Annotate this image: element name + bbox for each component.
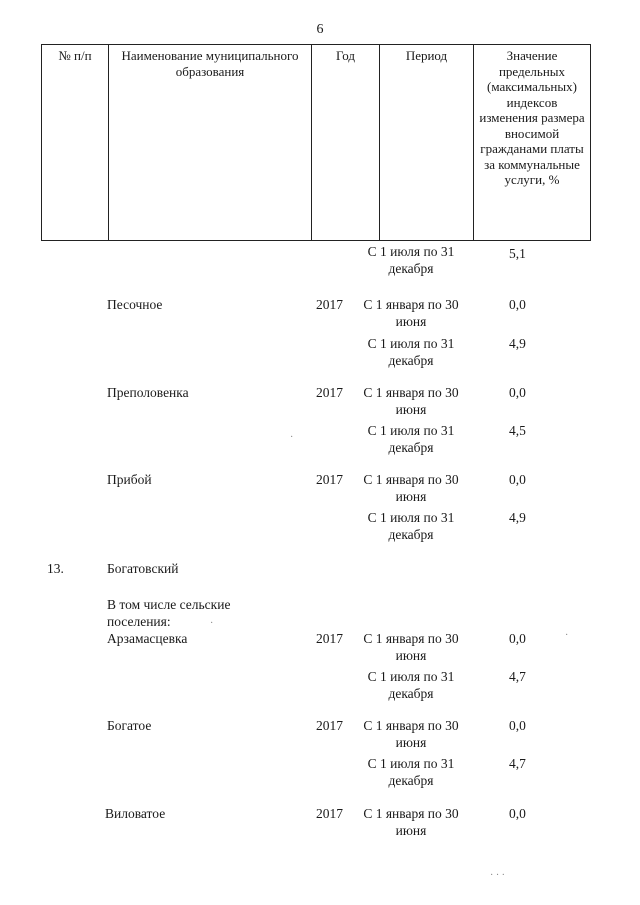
value-first-half: 0,0 xyxy=(509,806,526,821)
value-second-half: 4,5 xyxy=(509,423,526,438)
period-second-half: С 1 июля по 31 декабря xyxy=(367,669,455,701)
period-second-half: С 1 июля по 31 декабря xyxy=(367,336,455,368)
year-cell: 2017 xyxy=(316,806,343,821)
value-second-half: 4,9 xyxy=(509,336,526,351)
value-second-half: 4,7 xyxy=(509,756,526,771)
period-first-half: С 1 января по 30 июня xyxy=(363,385,459,417)
settlement-name: Богатое xyxy=(107,718,152,733)
header-year: Год xyxy=(312,45,380,241)
header-period: Период xyxy=(380,45,474,241)
settlement-name: Преполовенка xyxy=(107,385,189,400)
year-cell: 2017 xyxy=(316,718,343,733)
period-first-half: С 1 января по 30 июня xyxy=(363,631,459,663)
period-second-half: С 1 июля по 31 декабря xyxy=(367,756,455,788)
continuation-period: С 1 июля по 31 декабря xyxy=(367,244,455,276)
scan-speck: · · · xyxy=(490,870,505,881)
settlement-name: Прибой xyxy=(107,472,152,487)
header-num: № п/п xyxy=(42,45,109,241)
period-first-half: С 1 января по 30 июня xyxy=(363,297,459,329)
header-row xyxy=(42,45,591,241)
period-first-half: С 1 января по 30 июня xyxy=(363,806,459,838)
district-number: 13. xyxy=(47,561,64,576)
period-second-half: С 1 июля по 31 декабря xyxy=(367,510,455,542)
district-name: Богатовский xyxy=(107,561,179,576)
year-cell: 2017 xyxy=(316,385,343,400)
year-cell: 2017 xyxy=(316,297,343,312)
settlements-subtitle: В том числе сельские поселения: xyxy=(107,597,231,629)
settlement-name: Песочное xyxy=(107,297,163,312)
scan-speck: · xyxy=(565,630,569,641)
scan-speck: · xyxy=(290,432,294,443)
page-number: 6 xyxy=(316,22,324,37)
scan-speck: · xyxy=(210,618,214,629)
value-first-half: 0,0 xyxy=(509,631,526,646)
settlement-name: Виловатое xyxy=(105,806,166,821)
period-second-half: С 1 июля по 31 декабря xyxy=(367,423,455,455)
period-first-half: С 1 января по 30 июня xyxy=(363,718,459,750)
continuation-value: 5,1 xyxy=(509,246,526,261)
value-first-half: 0,0 xyxy=(509,718,526,733)
value-second-half: 4,9 xyxy=(509,510,526,525)
value-first-half: 0,0 xyxy=(509,297,526,312)
value-first-half: 0,0 xyxy=(509,385,526,400)
year-cell: 2017 xyxy=(316,631,343,646)
settlement-name: Арзамасцевка xyxy=(107,631,188,646)
period-first-half: С 1 января по 30 июня xyxy=(363,472,459,504)
header-name: Наименование муниципального образования xyxy=(109,45,312,241)
table-header xyxy=(41,44,591,241)
value-second-half: 4,7 xyxy=(509,669,526,684)
value-first-half: 0,0 xyxy=(509,472,526,487)
header-value: Значение предельных (максимальных) индексов изменения размера вносимой гражданами платы за коммунальные услуги, % xyxy=(474,45,591,241)
year-cell: 2017 xyxy=(316,472,343,487)
